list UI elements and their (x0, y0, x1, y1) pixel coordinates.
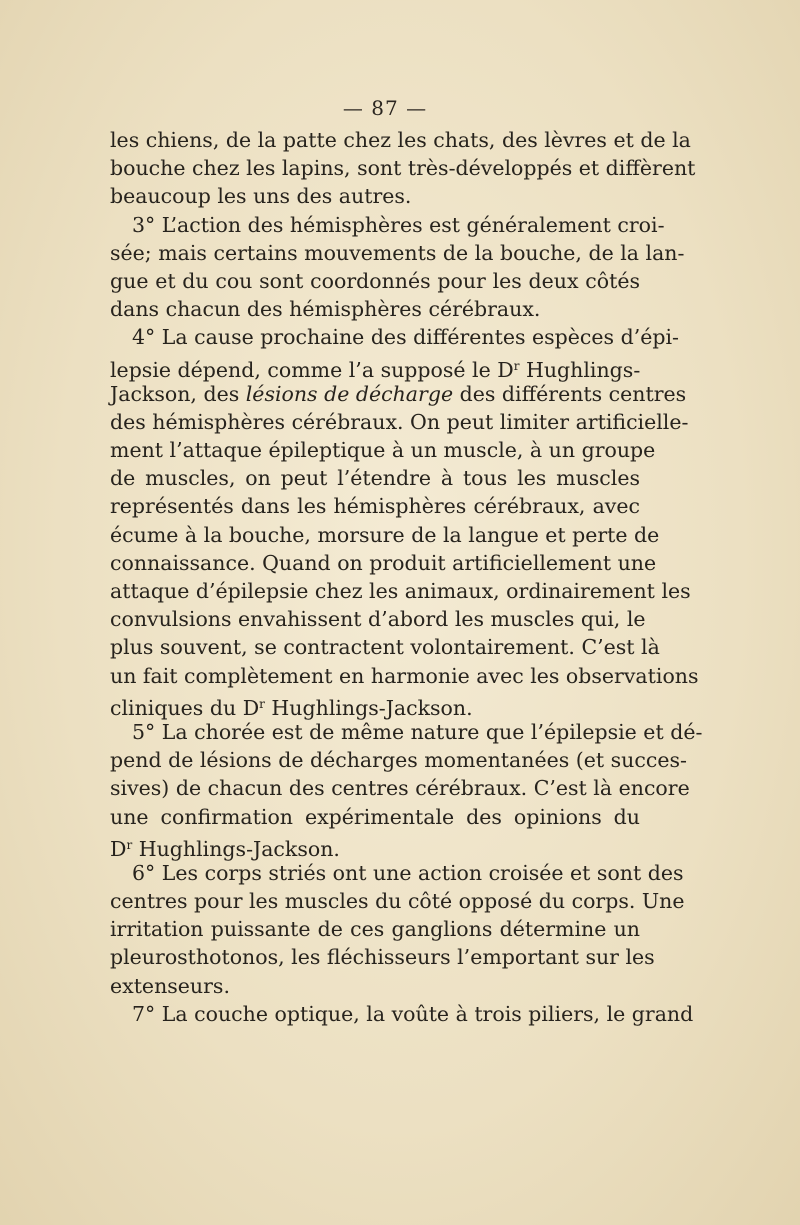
text-line: pleurosthotonos, les fléchisseurs l’emportant sur les (110, 945, 655, 970)
text-line (110, 352, 640, 380)
text-line: 3° L’action des hémisphères est généralement croi- (132, 212, 665, 237)
text-line (110, 831, 640, 859)
superscript: r (259, 696, 265, 711)
text-line: irritation puissante de ces ganglions détermine un (110, 917, 640, 942)
text-line: les chiens, de la patte chez les chats, des lèvres et de la (110, 128, 691, 152)
text-line: sives) de chacun des centres cérébraux. C’est là encore (110, 776, 690, 801)
text-line: représentés dans les hémisphères cérébraux, avec (110, 494, 640, 519)
text-line: pend de lésions de décharges momentanées (et succes- (110, 748, 687, 773)
page-number: — 87 — (342, 96, 428, 120)
text-line: 7° La couche optique, la voûte à trois piliers, le grand (132, 1001, 694, 1026)
superscript: r (513, 358, 520, 373)
italic-phrase: lésions de décharge (245, 381, 454, 406)
text-line: des hémisphères cérébraux. On peut limiter artificielle- (110, 409, 689, 434)
text-line (110, 380, 687, 408)
text-fragment: des différents centres (453, 381, 687, 406)
text-fragment: Hughlings-Jackson. (264, 695, 473, 720)
text-line: un fait complètement en harmonie avec les observations (110, 663, 699, 688)
text-fragment: Jackson, des (110, 381, 240, 406)
text-fragment: D (110, 836, 127, 861)
text-line: 6° Les corps striés ont une action croisée et sont des (132, 860, 684, 885)
text-line: sée; mais certains mouvements de la bouche, de la lan- (110, 240, 685, 265)
text-line: connaissance. Quand on produit artificiellement une (110, 550, 657, 575)
body-text (110, 126, 703, 1028)
text-line: dans chacun des hémisphères cérébraux. (110, 297, 541, 322)
text-line: 4° La cause prochaine des différentes espèces d’épi- (132, 325, 679, 350)
text-line: plus souvent, se contractent volontairement. C’est là (110, 635, 660, 660)
text-line (110, 690, 640, 718)
text-line: centres pour les muscles du côté opposé du corps. Une (110, 889, 685, 914)
text-line: attaque d’épilepsie chez les animaux, ordinairement les (110, 579, 691, 603)
text-line: ment l’attaque épileptique à un muscle, à un groupe (110, 438, 656, 463)
text-line: bouche chez les lapins, sont très-développés et diffèrent (110, 156, 696, 181)
text-line: 5° La chorée est de même nature que l’épilepsie et dé- (132, 719, 703, 744)
text-line: gue et du cou sont coordonnés pour les deux côtés (110, 268, 640, 293)
text-fragment: Hughlings-Jackson. (132, 836, 340, 861)
text-line: beaucoup les uns des autres. (110, 184, 412, 209)
text-line: convulsions envahissent d’abord les muscles qui, le (110, 607, 646, 632)
text-line: une confirmation expérimentale des opinions du (110, 804, 640, 829)
text-line: de muscles, on peut l’étendre à tous les muscles (110, 466, 640, 491)
text-fragment: cliniques du D (110, 695, 260, 720)
text-fragment: lepsie dépend, comme l’a supposé le D (110, 357, 514, 382)
text-line: extenseurs. (110, 973, 230, 998)
superscript: r (126, 837, 133, 852)
text-line: écume à la bouche, morsure de la langue et perte de (110, 522, 660, 547)
text-fragment: Hughlings- (519, 357, 641, 382)
